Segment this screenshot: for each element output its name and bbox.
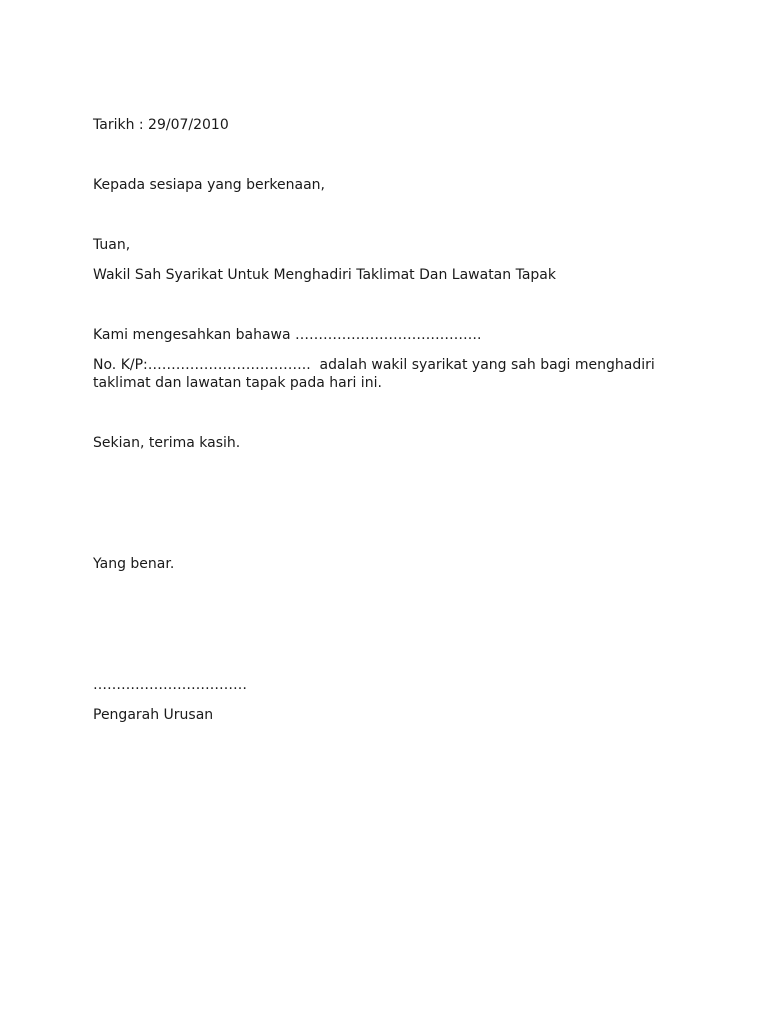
date-line: Tarikh : 29/07/2010 xyxy=(93,117,229,133)
signature-line: …………………………… xyxy=(93,677,247,693)
greeting: Kepada sesiapa yang berkenaan, xyxy=(93,177,325,193)
subject-line: Wakil Sah Syarikat Untuk Menghadiri Taklimat Dan Lawatan Tapak xyxy=(93,267,556,283)
signatory-title: Pengarah Urusan xyxy=(93,707,214,723)
closing-line: Sekian, terima kasih. xyxy=(93,435,241,451)
sign-off: Yang benar. xyxy=(93,556,175,572)
kp-paragraph: No. K/P:…………………………….. adalah wakil syarikat yang sah bagi menghadiri taklimat dan lawatan tapak pada hari ini. xyxy=(93,357,660,391)
salutation: Tuan, xyxy=(93,237,131,253)
confirmation-line: Kami mengesahkan bahawa …………………………………. xyxy=(93,327,482,343)
